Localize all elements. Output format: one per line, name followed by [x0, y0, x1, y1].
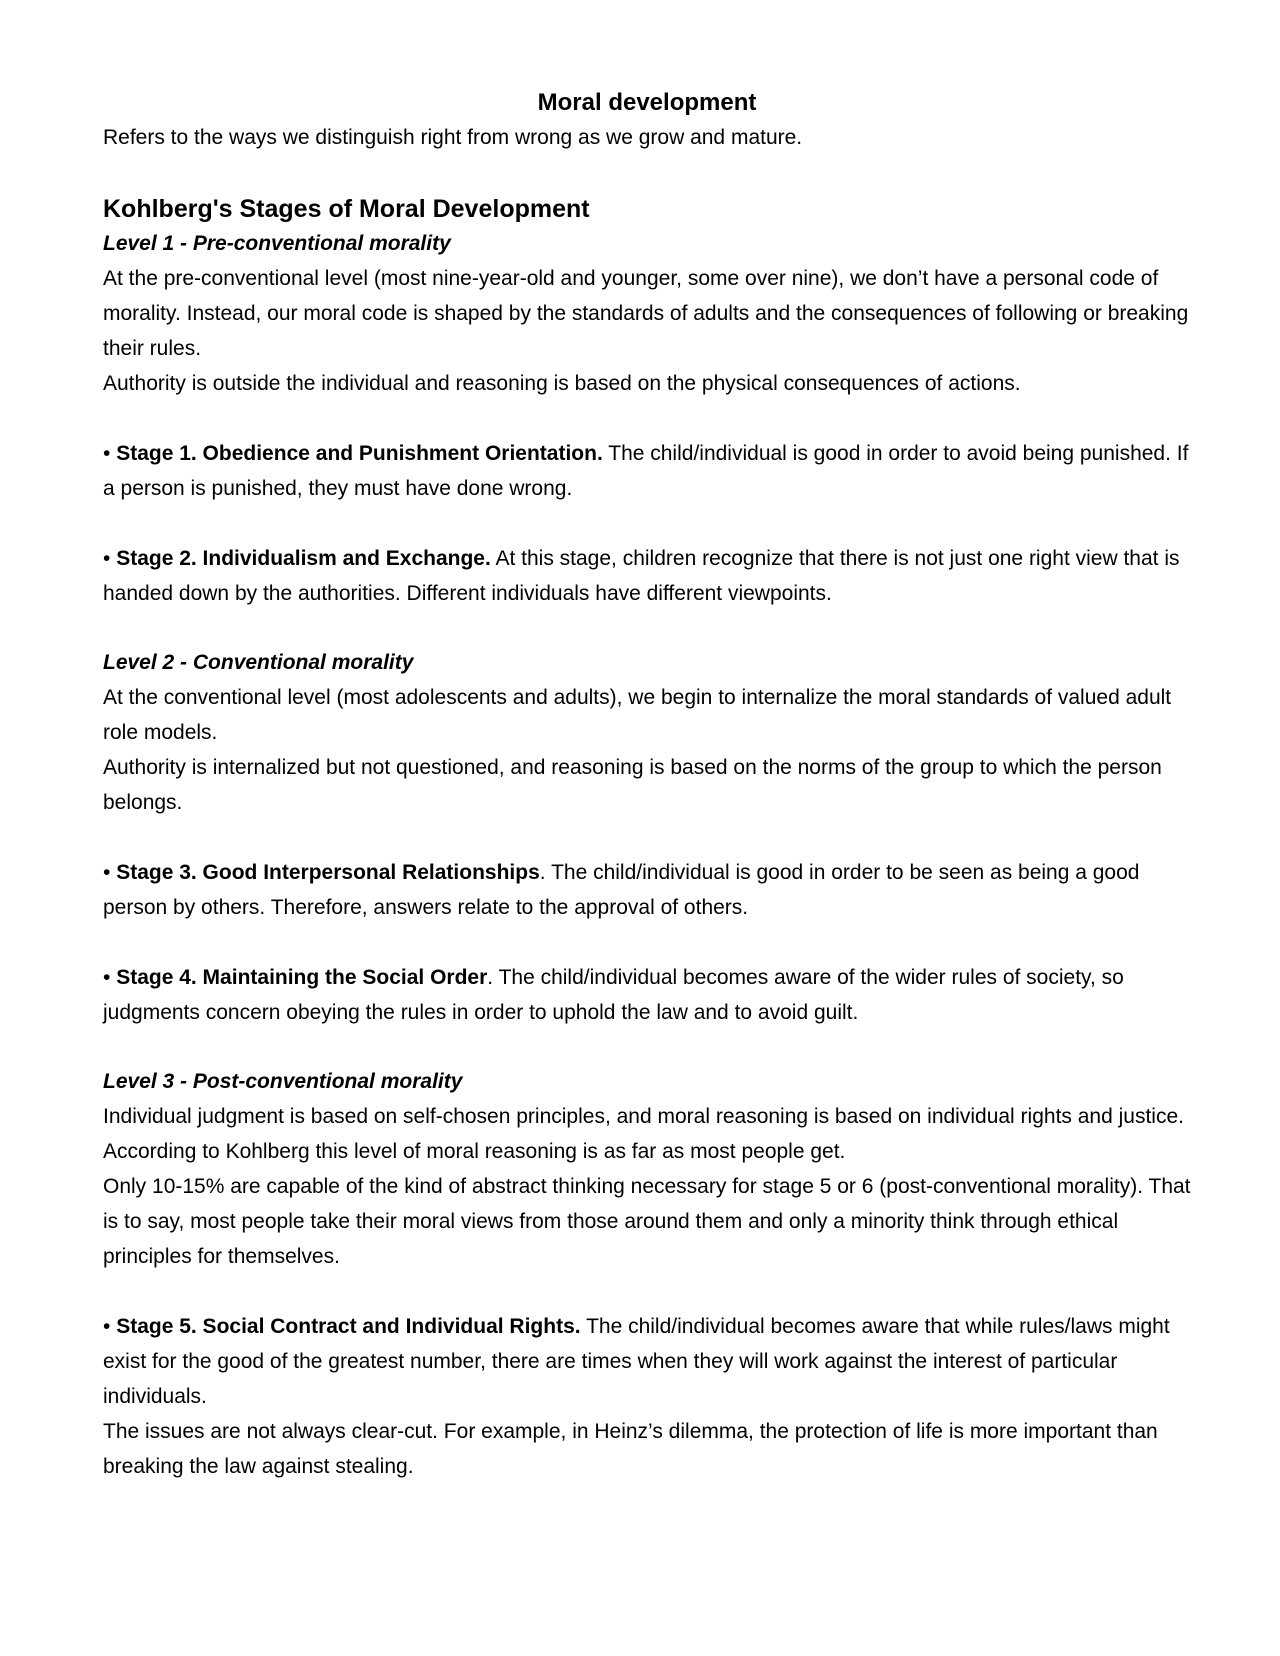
stage-3-title: Stage 3. Good Interpersonal Relationships [116, 861, 540, 884]
section-heading: Kohlberg's Stages of Moral Development [103, 195, 590, 223]
level-1-paragraph: Authority is outside the individual and reasoning is based on the physical consequences of actions. [103, 372, 1021, 395]
stage-1-item [103, 436, 1193, 506]
level-1-paragraph: At the pre-conventional level (most nine-year-old and younger, some over nine), we don’t have a personal code of morality. Instead, our moral code is shaped by the standards of adults and the consequences of following or breaking their rules. [103, 267, 1189, 360]
bullet: • [103, 442, 117, 465]
stage-3-text: . The child/individual is good in order to be seen as being a good person by others. Therefore, answers relate to the approval of others. [103, 861, 1140, 919]
stage-4-item [103, 960, 1193, 1030]
level-2-paragraph: At the conventional level (most adolescents and adults), we begin to internalize the moral standards of valued adult role models. [103, 686, 1172, 744]
stage-2-item [103, 541, 1193, 611]
level-3-paragraph: Individual judgment is based on self-chosen principles, and moral reasoning is based on individual rights and justice. According to Kohlberg this level of moral reasoning is as far as most people get. [103, 1105, 1184, 1163]
stage-3-item [103, 855, 1193, 925]
stage-4-title: Stage 4. Maintaining the Social Order [116, 966, 488, 989]
level-2-paragraph: Authority is internalized but not questioned, and reasoning is based on the norms of the group to which the person belongs. [103, 756, 1162, 814]
stage-1-title: Stage 1. Obedience and Punishment Orientation. [116, 442, 603, 465]
bullet: • [103, 966, 117, 989]
level-3-title: Level 3 - Post-conventional morality [103, 1070, 463, 1093]
stage-2-title: Stage 2. Individualism and Exchange. [116, 547, 491, 570]
level-3-paragraph: Only 10-15% are capable of the kind of abstract thinking necessary for stage 5 or 6 (post-conventional morality). That is to say, most people take their moral views from those around them and only a minority think through ethical principles for themselves. [103, 1175, 1191, 1268]
stage-1-text: The child/individual is good in order to avoid being punished. If a person is punished, they must have done wrong. [103, 442, 1189, 500]
stage-4-text: . The child/individual becomes aware of the wider rules of society, so judgments concern obeying the rules in order to uphold the law and to avoid guilt. [103, 966, 1124, 1024]
level-2-title: Level 2 - Conventional morality [103, 651, 414, 674]
bullet: • [103, 861, 117, 884]
document-page [103, 86, 1193, 1484]
stage-5-title: Stage 5. Social Contract and Individual Rights. [116, 1315, 581, 1338]
bullet: • [103, 1315, 117, 1338]
stage-5-item [103, 1309, 1193, 1414]
stage-2-text: At this stage, children recognize that there is not just one right view that is handed down by the authorities. Different individuals have different viewpoints. [103, 547, 1180, 605]
level-1-title: Level 1 - Pre-conventional morality [103, 232, 451, 255]
document-title: Moral development [537, 89, 757, 116]
stage-5-text: The child/individual becomes aware that while rules/laws might exist for the good of the greatest number, there are times when they will work against the interest of particular individuals. [103, 1315, 1170, 1408]
bullet: • [103, 547, 117, 570]
stage-5-extra-paragraph: The issues are not always clear-cut. For example, in Heinz’s dilemma, the protection of life is more important than breaking the law against stealing. [103, 1420, 1158, 1478]
intro-paragraph: Refers to the ways we distinguish right from wrong as we grow and mature. [103, 126, 803, 149]
